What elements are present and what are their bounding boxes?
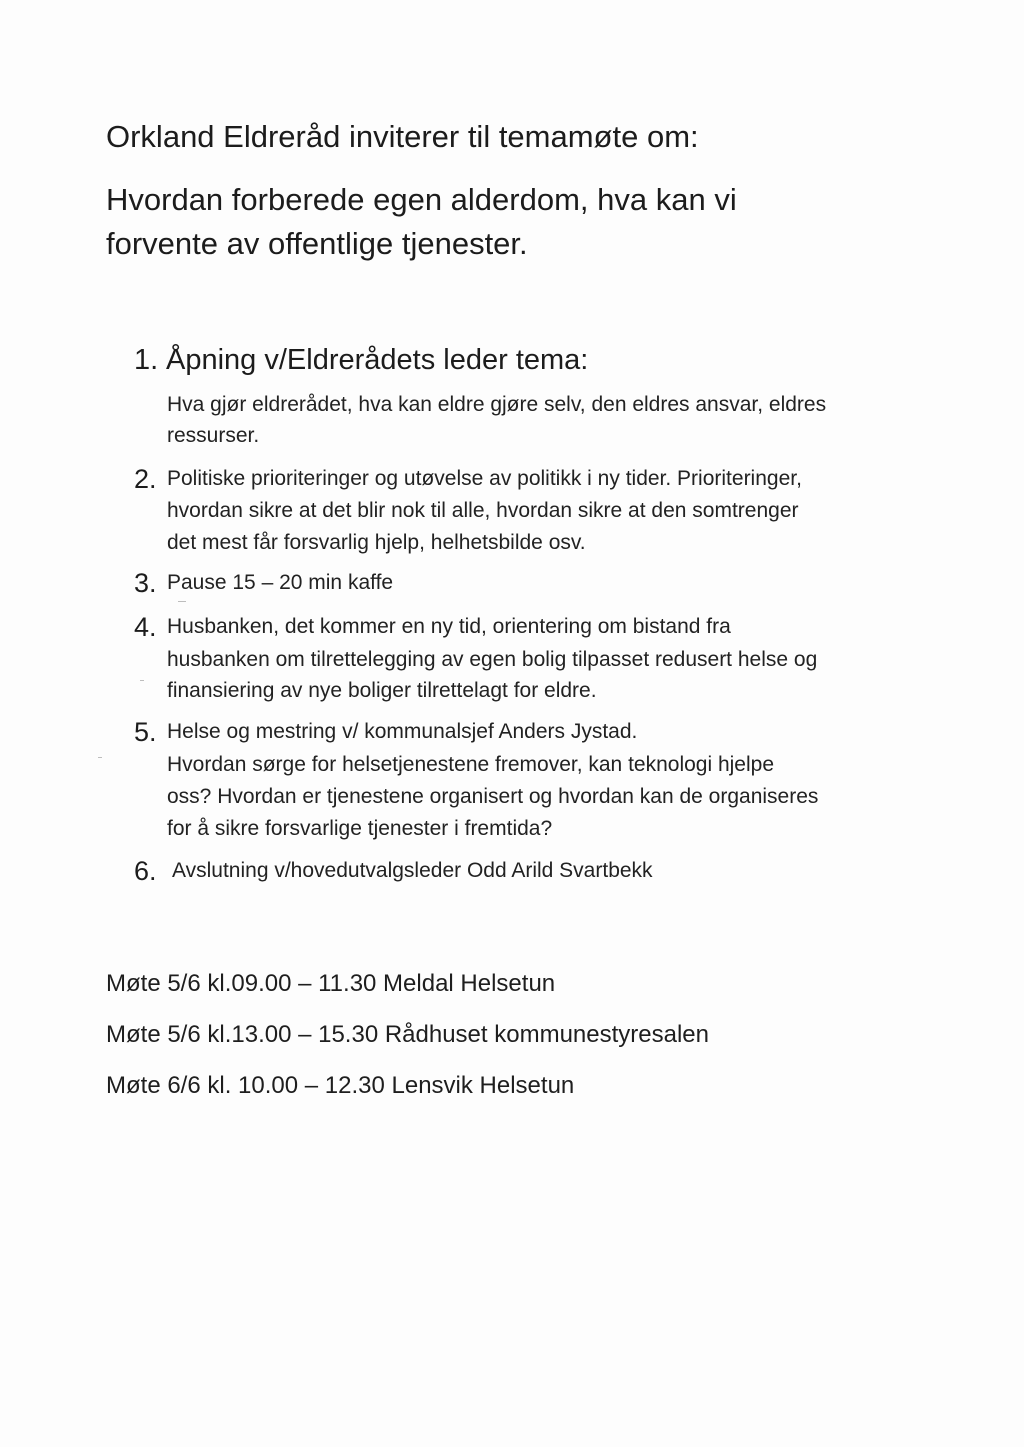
agenda-number: 6. (134, 856, 157, 886)
meeting-schedule-3: Møte 6/6 kl. 10.00 – 12.30 Lensvik Helsetun (106, 1072, 575, 1099)
agenda-number: 2. (134, 464, 157, 494)
agenda-item-text: Hva gjør eldrerådet, hva kan eldre gjøre selv, den eldres ansvar, eldres (167, 393, 827, 416)
agenda-item-text: Helse og mestring v/ kommunalsjef Anders Jystad. (167, 720, 638, 743)
invitation-heading: Orkland Eldreråd inviterer til temamøte om: (106, 119, 699, 154)
agenda-number: 3. (134, 568, 157, 598)
theme-title-line-2: forvente av offentlige tjenester. (106, 226, 528, 261)
agenda-item-text: oss? Hvordan er tjenestene organisert og hvordan kan de organiseres (167, 785, 819, 808)
agenda-item-text: for å sikre forsvarlige tjenester i fremtida? (167, 817, 553, 840)
agenda-number: 4. (134, 612, 157, 642)
agenda-item-text: hvordan sikre at det blir nok til alle, hvordan sikre at den somtrenger (167, 499, 799, 522)
agenda-item-text: Avslutning v/hovedutvalgsleder Odd Arild Svartbekk (172, 859, 653, 882)
agenda-number: 1. (134, 344, 159, 376)
meeting-schedule-1: Møte 5/6 kl.09.00 – 11.30 Meldal Helsetun (106, 970, 556, 997)
agenda-item-text: Politiske prioriteringer og utøvelse av politikk i ny tider. Prioriteringer, (167, 467, 802, 490)
scan-speck (140, 680, 144, 681)
theme-title-line-1: Hvordan forberede egen alderdom, hva kan vi (106, 182, 737, 217)
agenda-item-title: Åpning v/Eldrerådets leder tema: (166, 344, 589, 376)
agenda-item-text: finansiering av nye boliger tilrettelagt for eldre. (167, 679, 597, 702)
agenda-item-text: husbanken om tilrettelegging av egen bolig tilpasset redusert helse og (167, 648, 818, 671)
agenda-number: 5. (134, 717, 157, 747)
scan-speck (98, 757, 102, 758)
agenda-item-text: Hvordan sørge for helsetjenestene fremover, kan teknologi hjelpe (167, 753, 775, 776)
agenda-item-text: det mest får forsvarlig hjelp, helhetsbilde osv. (167, 531, 586, 554)
agenda-item-text: Husbanken, det kommer en ny tid, orientering om bistand fra (167, 615, 731, 638)
meeting-schedule-2: Møte 5/6 kl.13.00 – 15.30 Rådhuset kommunestyresalen (106, 1021, 709, 1048)
scan-speck (178, 601, 186, 602)
agenda-item-text: Pause 15 – 20 min kaffe (167, 571, 394, 594)
agenda-item-text: ressurser. (167, 424, 260, 447)
